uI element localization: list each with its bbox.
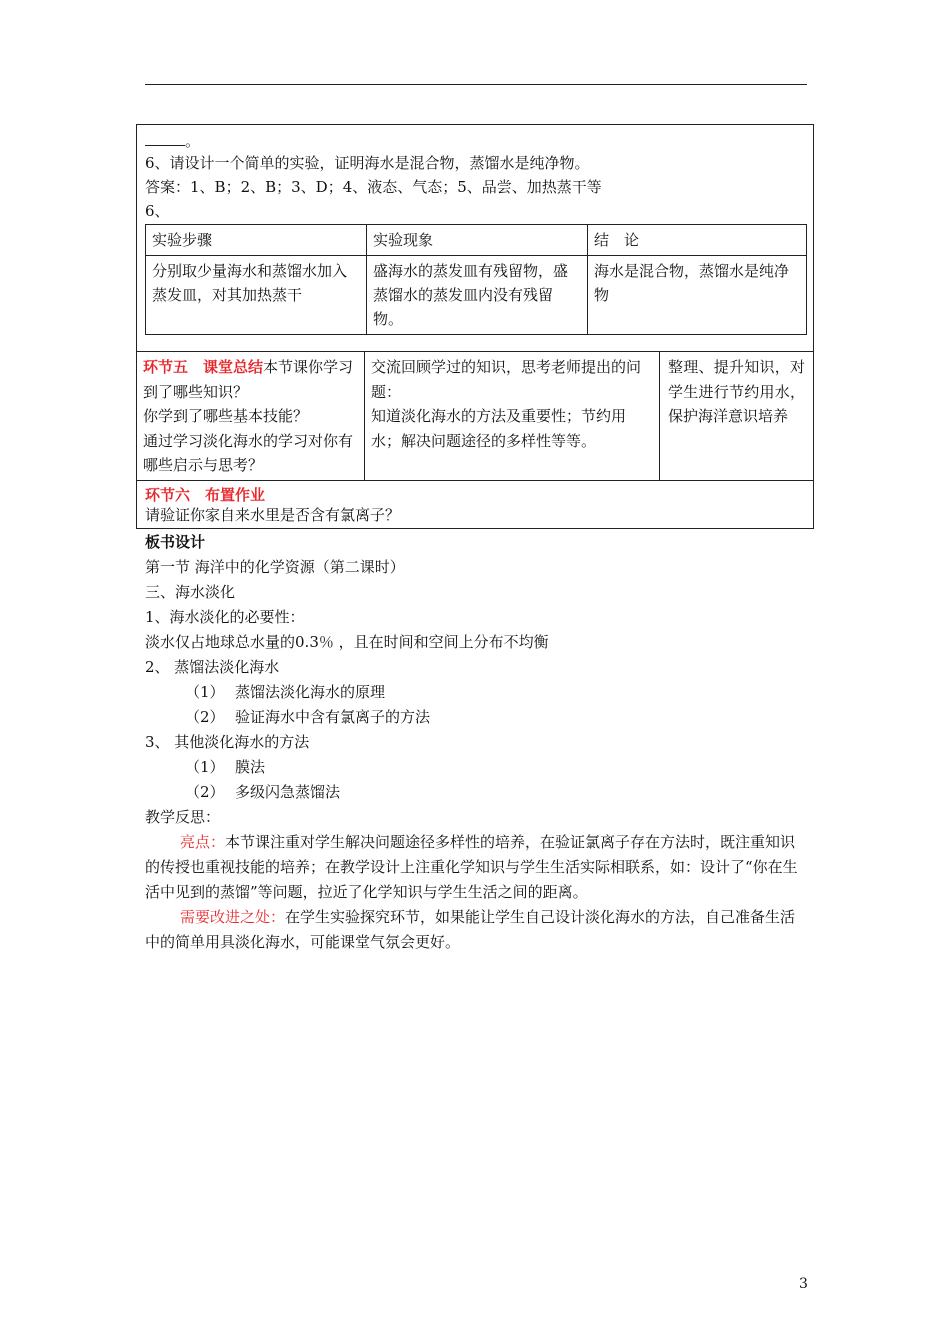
board-line: 1、海水淡化的必要性： [145, 608, 305, 626]
subitem-text: 膜法 [235, 758, 266, 776]
section5-q2: 你学到了哪些基本技能？ [143, 407, 309, 425]
subitem-text: 多级闪急蒸馏法 [235, 783, 341, 801]
highlight-text: 本节课注重对学生解决问题途径多样性的培养，在验证氯离子存在方法时，既注重知识的传授也重视技能的培养；在教学设计上注重化学知识与学生生活实际相联系，如：设计了“你在生活中见到的蒸馏”等问题，拉近了化学知识与学生生活之间的距离。 [145, 833, 798, 901]
table-cell: 盛海水的蒸发皿有残留物，盛蒸馏水的蒸发皿内没有残留物。 [367, 256, 588, 335]
board-line: 三、海水淡化 [145, 583, 236, 601]
table-header-row [146, 225, 807, 256]
exercise-section [137, 125, 813, 352]
subitem-num: （1） [185, 758, 225, 776]
header-cell: 实验现象 [367, 225, 588, 256]
summary-intent-col: 整理、提升知识，对学生进行节约用水，保护海洋意识培养 [668, 358, 805, 425]
header-cell: 结 论 [588, 225, 807, 256]
subitem-num: （1） [185, 683, 225, 701]
board-heading: 板书设计 [145, 533, 206, 551]
summary-section [137, 352, 813, 481]
answer-line: 答案：1、B；2、B；3、D；4、液态、气态；5、品尝、加热蒸干等 [145, 178, 602, 196]
experiment-table [145, 224, 807, 335]
blank-line [145, 133, 185, 146]
student-activity-2: 知道淡化海水的方法及重要性；节约用水；解决问题途径的多样性等等。 [371, 407, 627, 450]
table-row [146, 256, 807, 335]
board-subitem [145, 780, 810, 805]
board-line: 第一节 海洋中的化学资源（第二课时） [145, 558, 405, 576]
fragment-line [145, 131, 200, 151]
board-line: 3、 其他淡化海水的方法 [145, 733, 310, 751]
reflection-highlight [145, 830, 810, 905]
reflection-heading: 教学反思： [145, 808, 221, 826]
section6-title: 环节六 布置作业 [145, 486, 266, 504]
table-cell: 海水是混合物，蒸馏水是纯净物 [588, 256, 807, 335]
page-number: 3 [799, 1276, 808, 1292]
highlight-label: 亮点： [180, 833, 226, 851]
section5-q3: 通过学习淡化海水的学习对你有哪些启示与思考？ [143, 431, 354, 474]
homework-text: 请验证你家自来水里是否含有氯离子？ [145, 506, 401, 524]
section5-q1: 本节课你学习到了哪些知识？ [143, 358, 354, 401]
reflection-improve [145, 905, 810, 955]
subitem-num: （2） [185, 783, 225, 801]
answer-6: 6、 [145, 202, 170, 220]
board-subitem [145, 705, 810, 730]
board-line: 2、 蒸馏法淡化海水 [145, 658, 280, 676]
student-activity-1: 交流回顾学过的知识，思考老师提出的问题： [371, 358, 642, 401]
board-design [145, 530, 810, 955]
section5-title: 环节五 课堂总结 [143, 358, 264, 376]
subitem-num: （2） [185, 708, 225, 726]
question-6: 6、请设计一个简单的实验，证明海水是混合物，蒸馏水是纯净物。 [145, 154, 590, 172]
header-rule [145, 84, 807, 85]
fragment-text: 。 [185, 132, 201, 150]
board-subitem [145, 680, 810, 705]
lesson-table [136, 124, 814, 529]
subitem-text: 蒸馏法淡化海水的原理 [235, 683, 386, 701]
board-line: 淡水仅占地球总水量的0.3％ ，且在时间和空间上分布不均衡 [145, 633, 549, 651]
improve-label: 需要改进之处： [180, 908, 286, 926]
homework-section [137, 481, 813, 528]
table-cell: 分别取少量海水和蒸馏水加入蒸发皿，对其加热蒸干 [146, 256, 367, 335]
summary-student-col [365, 352, 660, 480]
summary-teacher-col [137, 352, 365, 480]
subitem-text: 验证海水中含有氯离子的方法 [235, 708, 431, 726]
improve-text: 在学生实验探究环节，如果能让学生自己设计淡化海水的方法，自己准备生活中的简单用具淡化海水，可能课堂气氛会更好。 [145, 908, 796, 951]
header-cell: 实验步骤 [146, 225, 367, 256]
board-subitem [145, 755, 810, 780]
